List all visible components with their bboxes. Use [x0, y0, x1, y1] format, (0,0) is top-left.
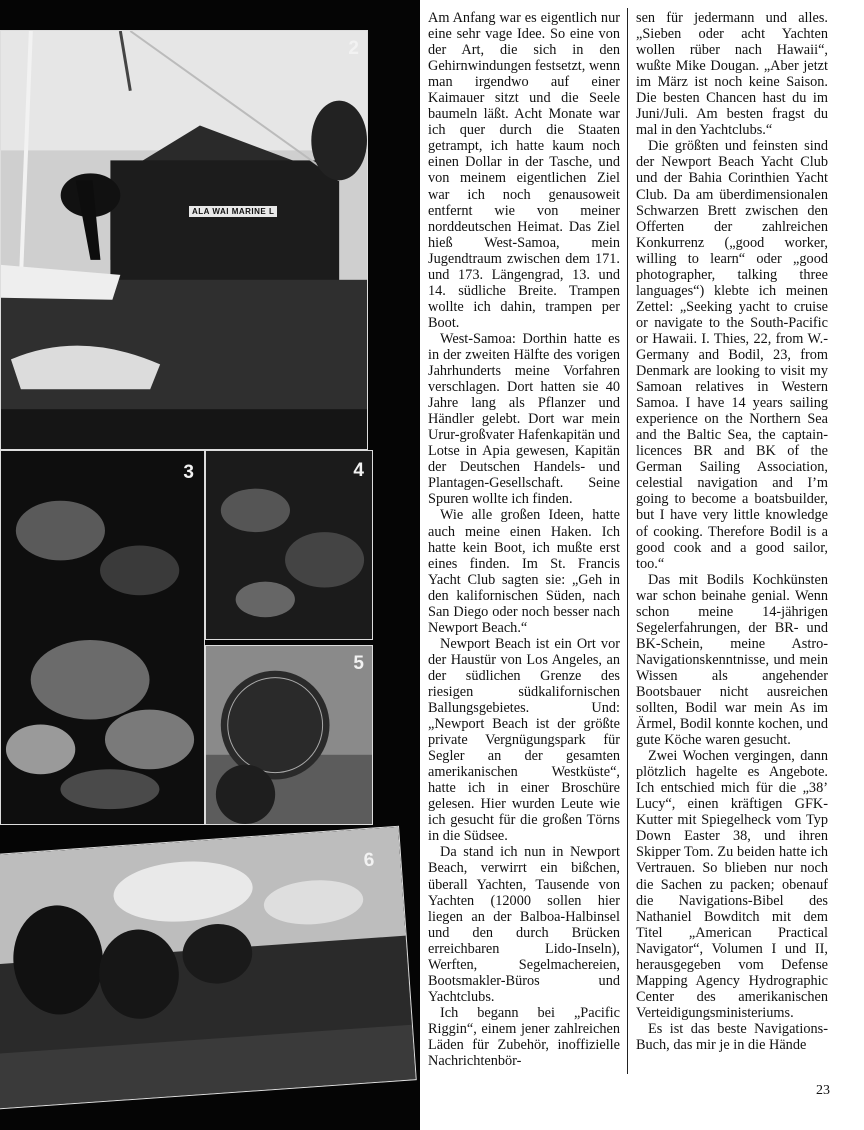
paragraph: Es ist das beste Navigations-Buch, das mir je in die Hände — [636, 1020, 828, 1053]
photo-number-6: 6 — [363, 849, 376, 872]
photo-3-vegetation — [0, 450, 205, 825]
photo-number-2: 2 — [348, 38, 359, 59]
photo-2-marina — [0, 30, 368, 450]
foliage-image — [206, 451, 372, 639]
photo-number-4: 4 — [353, 460, 364, 481]
photo-collage — [0, 0, 420, 1130]
paragraph: Am Anfang war es eigentlich nur eine sehr vage Idee. So eine von der Art, die sich in den Gehirnwindungen festsetzt, wenn man irgendwo auf einer Kaimauer sitzt und die Seele baumeln läßt. Acht Monate war ich quer durch die Staaten getrampt, ich hatte kaum noch einen Dollar in der Tasche, und von meinem eigentlichen Ziel war ich noch genausoweit entfernt wie von meiner norddeutschen Heimat. Das Ziel hieß West-Samoa, mein Jugendtraum zwischen dem 171. und 173. Längengrad, 13. und 14. südliche Breite. Trampen wollte ich dahin, trampen per Boot. — [428, 10, 620, 331]
article-column-2 — [636, 10, 828, 1053]
paragraph: Wie alle großen Ideen, hatte auch meine einen Haken. Ich hatte kein Boot, ich mußte erst eines finden. Im St. Francis Yacht Club sagten sie: „Geh in den kalifornischen Süden, nach San Diego oder noch besser nach Newport Beach.“ — [428, 507, 620, 636]
column-divider — [627, 8, 628, 1074]
photo-number-5: 5 — [353, 653, 364, 674]
photo-5-float — [205, 645, 373, 825]
paragraph: Zwei Wochen vergingen, dann plötzlich hagelte es Angebote. Ich entschied mich für die „38’ Lucy“, einen kräftigen GFK-Kutter mit Spiegelheck vom Typ Down Easter 38, und ihren Skipper Tom. Zu beiden hatte ich Vertrauen. So blieben nur noch die Sachen zu packen; obenauf die Navigations-Bibel des Nathaniel Bowditch mit dem Titel „American Practical Navigator“, Volumen I und II, herausgegeben vom Defense Mapping Agency Hydrographic Center des amerikanischen Verteidigungsministeriums. — [636, 748, 828, 1021]
paragraph: Da stand ich nun in Newport Beach, verwirrt ein bißchen, überall Yachten, Tausende von Yachten (12000 sollen hier liegen an der Balboa-Halbinsel und den durch Brücken erreichbaren Lido-Inseln), Werften, Segelmachereien, Bootsmakler-Büros und Yachtclubs. — [428, 844, 620, 1005]
paragraph: Die größten und feinsten sind der Newport Beach Yacht Club und der Bahia Corinthien Yacht Club. Da am überdimensionalen Schwarzen Brett zwischen den Offerten der zahlreichen Konkurrenz („good worker, willing to learn“ oder „good photographer, talking three languages“) klebte ich meinen Zettel: „Seeking yacht to cruise or navigate to the South-Pacific or Hawaii. I. Thies, 22, from W.-Germany and Bodil, 23, from Denmark are looking to visit my Samoan relatives in Western Samoa. I have 14 years sailing experience on the Northern Sea and the Baltic Sea, the captain-licences BR and BK of the German Sailing Association, celestial navigation and I’m going to become a boatsbuilder, but I have very little knowledge of cooking. Therefore Bodil is a good cook and a good sailor, too.“ — [636, 138, 828, 572]
marina-image — [1, 31, 367, 449]
paragraph: Ich begann bei „Pacific Riggin“, einem jener zahlreichen Läden für Zubehör, inoffizielle Nachrichtenbör- — [428, 1004, 620, 1070]
page-number: 23 — [816, 1083, 830, 1098]
photo-4-foliage — [205, 450, 373, 640]
paragraph: Newport Beach ist ein Ort vor der Haustür von Los Angeles, an der südlichen Grenze des riesigen südkalifornischen Ballungsgebietes. Und: „Newport Beach ist der größte private Vergnügungspark für Segler an der gesamten amerikanischen Westküste“, hatte ich in einer Broschüre gelesen. Hier wurden Leute wie ich gesucht für die großen Törns in die Südsee. — [428, 635, 620, 845]
seascape-image — [0, 827, 416, 1109]
vegetation-image — [1, 451, 204, 824]
article-column-1 — [428, 10, 620, 1069]
float-image — [206, 646, 372, 824]
paragraph: West-Samoa: Dorthin hatte es in der zweiten Hälfte des vorigen Jahrhunderts meine Vorfahren verschlagen. Dort hatten sie 40 Jahre lang als Pflanzer und Händler gelebt. Dort war mein Urur-großvater Hafenkapitän und Lotse in Apia gewesen, Kapitän der Deutschen Handels- und Plantagen-Gesellschaft. Seine Spuren wollte ich finden. — [428, 330, 620, 508]
paragraph: Das mit Bodils Kochkünsten war schon beinahe genial. Wenn schon meine 14-jährigen Segelerfahrungen, der BR- und BK-Schein, meine Astro-Navigationskenntnisse, und mein Wissen als angehender Bootsbauer nicht ausreichen sollten, Bodil war mein As im Ärmel, Bodil konnte kochen, und gute Köche waren gesucht. — [636, 571, 828, 749]
marina-sign: ALA WAI MARINE L — [189, 206, 277, 217]
paragraph: sen für jedermann und alles. „Sieben oder acht Yachten wollen rüber nach Hawaii“, wußte Mike Dougan. „Aber jetzt im März ist noch keine Saison. Die besten Chancen hast du im Juni/Juli. Am besten fragst du mal in den Yachtclubs.“ — [636, 10, 828, 139]
photo-6-seascape — [0, 826, 417, 1110]
photo-number-3: 3 — [183, 462, 194, 483]
